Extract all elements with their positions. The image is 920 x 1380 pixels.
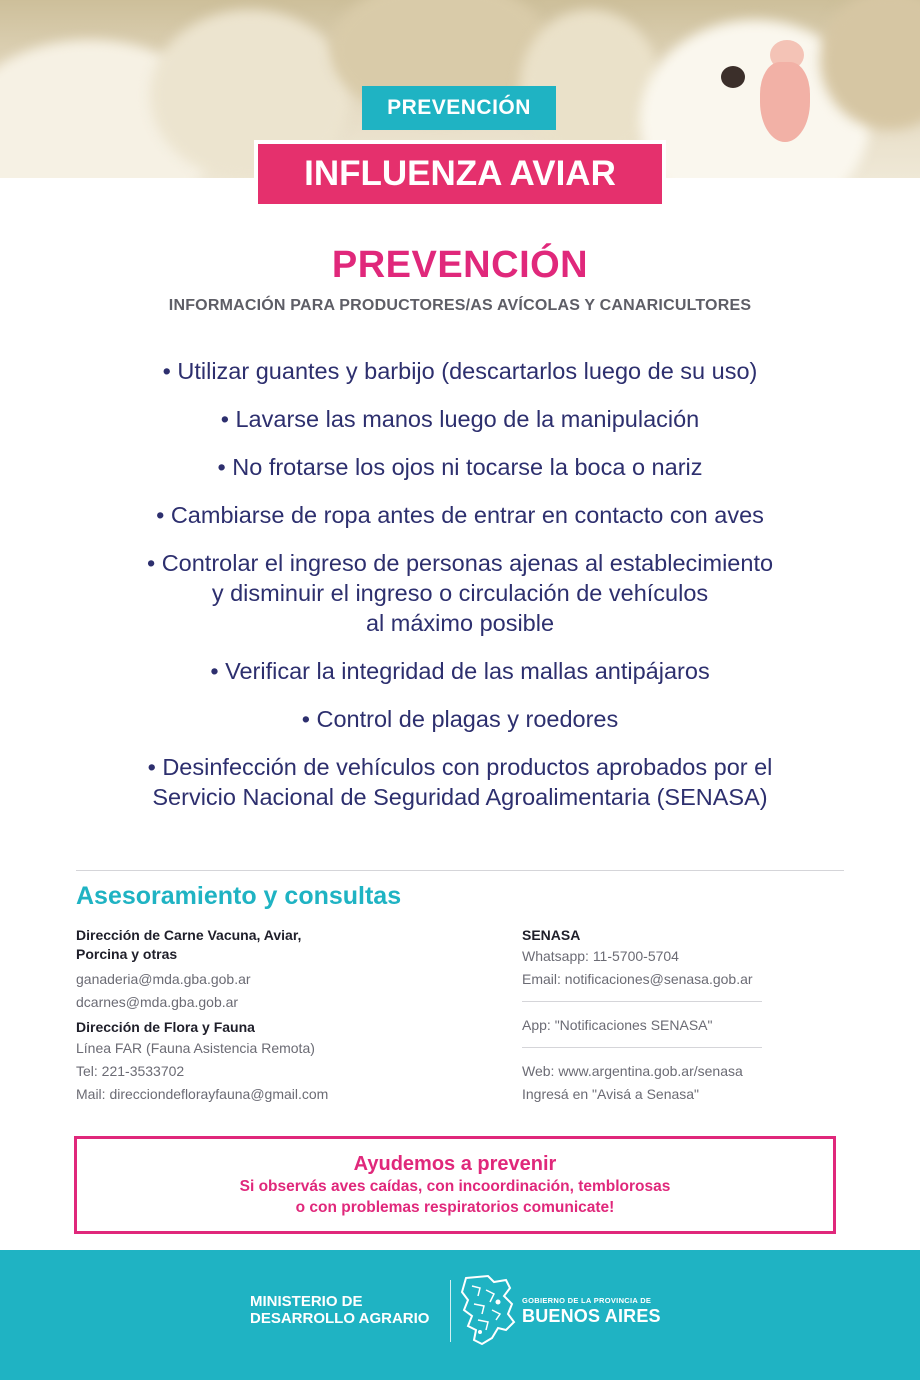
org-name: SENASA	[522, 927, 581, 943]
province-name: BUENOS AIRES	[522, 1306, 661, 1326]
buenos-aires-map-icon	[458, 1274, 516, 1348]
list-item: • Desinfección de vehículos con productos aprobados por el Servicio Nacional de Seguridad Agroalimentaria (SENASA)	[147, 754, 773, 810]
contact-column-left	[76, 926, 476, 1106]
alert-box	[74, 1136, 836, 1234]
email-link[interactable]: ganaderia@mda.gba.gob.ar	[76, 971, 251, 987]
alert-title: Ayudemos a prevenir	[353, 1153, 557, 1175]
app-info: App: "Notificaciones SENASA"	[522, 1017, 713, 1033]
email-link[interactable]: Mail: direcciondeflorayfauna@gmail.com	[76, 1086, 329, 1102]
page-title: PREVENCIÓN	[331, 244, 589, 286]
list-item: • No frotarse los ojos ni tocarse la boca o nariz	[217, 454, 703, 480]
report-info: Ingresá en "Avisá a Senasa"	[522, 1086, 700, 1102]
chick-beak	[760, 62, 810, 142]
dept-name: Dirección de Flora y Fauna	[76, 1019, 255, 1035]
government-label: GOBIERNO DE LA PROVINCIA DE	[522, 1296, 652, 1305]
list-item: • Utilizar guantes y barbijo (descartarlos luego de su uso)	[162, 358, 758, 384]
dept-name: Dirección de Carne Vacuna, Aviar,	[76, 927, 302, 943]
list-item: • Control de plagas y roedores	[301, 706, 619, 732]
list-item: • Cambiarse de ropa antes de entrar en contacto con aves	[156, 502, 764, 528]
page-subtitle: INFORMACIÓN PARA PRODUCTORES/AS AVÍCOLAS Y CANARICULTORES	[168, 297, 752, 314]
contact-column-right	[522, 926, 822, 1106]
contact-title: Asesoramiento y consultas	[76, 882, 402, 910]
prevention-tag: PREVENCIÓN	[362, 86, 556, 130]
ministry-line: MINISTERIO DE	[250, 1293, 363, 1310]
whatsapp-link[interactable]: Whatsapp: 11-5700-5704	[522, 948, 679, 964]
email-link[interactable]: Email: notificaciones@senasa.gob.ar	[522, 971, 753, 987]
chick-eye	[721, 66, 745, 88]
phone-link[interactable]: Tel: 221-3533702	[76, 1063, 185, 1079]
divider	[522, 1001, 762, 1002]
web-link[interactable]: Web: www.argentina.gob.ar/senasa	[522, 1063, 743, 1079]
footer	[0, 1250, 920, 1380]
alert-text: Si observás aves caídas, con incoordinación, temblorosas	[239, 1178, 671, 1195]
ministry-line: DESARROLLO AGRARIO	[250, 1310, 430, 1327]
contact-line: Línea FAR (Fauna Asistencia Remota)	[76, 1040, 315, 1056]
ministry-logo	[250, 1293, 429, 1327]
list-item: • Lavarse las manos luego de la manipulación	[220, 406, 700, 432]
section-divider	[76, 870, 844, 871]
alert-text: o con problemas respiratorios comunicate!	[295, 1199, 615, 1216]
email-link[interactable]: dcarnes@mda.gba.gob.ar	[76, 994, 239, 1010]
prevention-list	[30, 356, 890, 830]
influenza-banner: INFLUENZA AVIAR	[254, 140, 666, 208]
photo-blur	[520, 10, 660, 160]
footer-separator	[450, 1280, 451, 1342]
list-item: • Controlar el ingreso de personas ajenas al establecimiento y disminuir el ingreso o circulación de vehículos al máximo posible	[146, 550, 774, 636]
list-item: • Verificar la integridad de las mallas antipájaros	[210, 658, 710, 684]
dept-name: Porcina y otras	[76, 946, 178, 962]
divider	[522, 1047, 762, 1048]
